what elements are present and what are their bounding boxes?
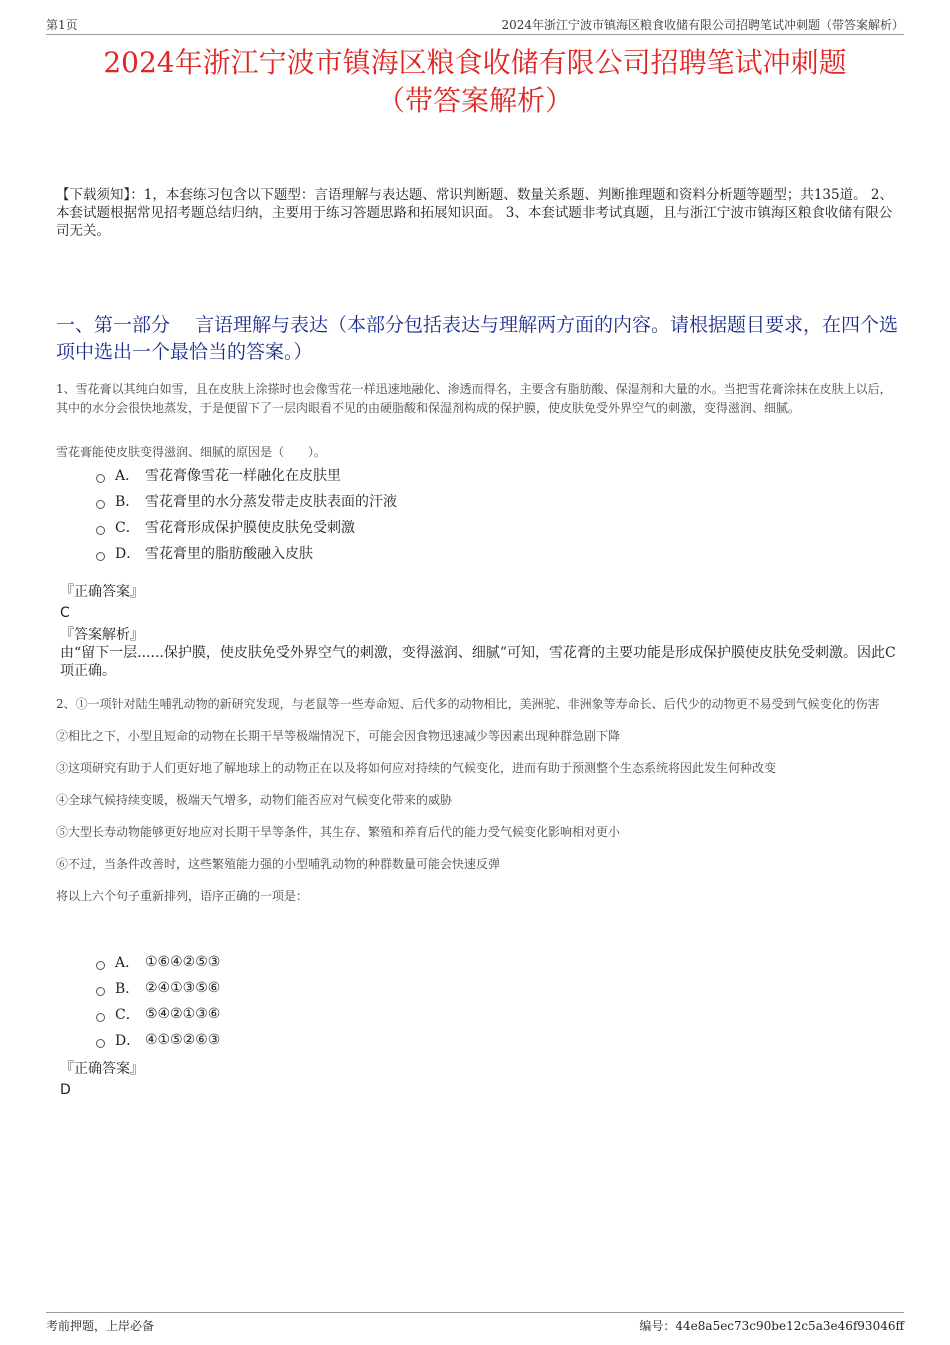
q2-line: ⑤大型长寿动物能够更好地应对长期干旱等条件，其生存、繁殖和养育后代的能力受气候变化影响相对更小 [56, 825, 621, 839]
analysis-text: 由“留下一层......保护膜，使皮肤免受外界空气的刺激，变得滋润、细腻”可知，雪花膏的主要功能是形成保护膜使皮肤免受刺激。因此C项正确。 [60, 645, 896, 679]
q2-line: ④全球气候持续变暖，极端天气增多，动物们能否应对气候变化带来的威胁 [56, 793, 453, 807]
question-1-stem: 1、雪花膏以其纯白如雪，且在皮肤上涂搽时也会像雪花一样迅速地融化、渗透而得名，主要含有脂肪酸、保湿剂和大量的水。当把雪花膏涂抹在皮肤上以后，其中的水分会很快地蒸发，于是便留下了一层肉眼看不见的由硬脂酸和保湿剂构成的保护膜，使皮肤免受外界空气的刺激，变得滋润、细腻。 [56, 382, 892, 415]
question-2-options [96, 949, 220, 1053]
q2-option-a[interactable]: A． ①⑥④②⑤③ [96, 949, 220, 975]
radio-icon[interactable] [96, 526, 105, 535]
question-1-options [96, 462, 397, 566]
answer-value: C [60, 605, 70, 621]
q2-line: 将以上六个句子重新排列，语序正确的一项是： [56, 889, 309, 903]
title-line-1: 2024年浙江宁波市镇海区粮食收储有限公司招聘笔试冲刺题 [103, 46, 847, 79]
answer-value: D [60, 1082, 71, 1098]
page-number: 第1页 [46, 18, 78, 32]
header-doc-title: 2024年浙江宁波市镇海区粮食收储有限公司招聘笔试冲刺题（带答案解析） [501, 18, 904, 32]
page-title [40, 44, 910, 120]
page-header [46, 16, 904, 35]
radio-icon[interactable] [96, 552, 105, 561]
question-1-answer [60, 583, 898, 680]
title-line-2: （带答案解析） [376, 84, 573, 117]
radio-icon[interactable] [96, 961, 105, 970]
download-notice: 【下载须知】：1，本套练习包含以下题型：言语理解与表达题、常识判断题、数量关系题、判断推理题和资料分析题等题型；共135道。 2、本套试题根据常见招考题总结归纳，主要用于练习答题思路和拓展知识面。 3、本套试题非考试真题，且与浙江宁波市镇海区粮食收储有限公司无关。 [56, 187, 893, 239]
question-1-prompt: 雪花膏能使皮肤变得滋润、细腻的原因是（ ）。 [56, 445, 327, 459]
radio-icon[interactable] [96, 1013, 105, 1022]
answer-label: 『正确答案』 [60, 584, 144, 600]
q2-line: 2、①一项针对陆生哺乳动物的新研究发现，与老鼠等一些寿命短、后代多的动物相比，美洲驼、非洲象等寿命长、后代少的动物更不易受到气候变化的伤害 [56, 697, 880, 711]
question-2-answer [60, 1060, 898, 1099]
radio-icon[interactable] [96, 500, 105, 509]
q2-option-d[interactable]: D． ④①⑤②⑥③ [96, 1027, 220, 1053]
q1-option-d[interactable]: D． 雪花膏里的脂肪酸融入皮肤 [96, 540, 397, 566]
q1-option-b[interactable]: B． 雪花膏里的水分蒸发带走皮肤表面的汗液 [96, 488, 397, 514]
q2-line: ③这项研究有助于人们更好地了解地球上的动物正在以及将如何应对持续的气候变化，进而有助于预测整个生态系统将因此发生何种改变 [56, 761, 777, 775]
footer-slogan: 考前押题，上岸必备 [46, 1319, 155, 1333]
analysis-label: 『答案解析』 [60, 627, 144, 643]
q1-option-a[interactable]: A． 雪花膏像雪花一样融化在皮肤里 [96, 462, 397, 488]
question-2-body [56, 695, 898, 919]
q2-line: ⑥不过，当条件改善时，这些繁殖能力强的小型哺乳动物的种群数量可能会快速反弹 [56, 857, 501, 871]
q2-option-b[interactable]: B． ②④①③⑤⑥ [96, 975, 220, 1001]
radio-icon[interactable] [96, 1039, 105, 1048]
q2-line: ②相比之下，小型且短命的动物在长期干旱等极端情况下，可能会因食物迅速减少等因素出现种群急剧下降 [56, 729, 621, 743]
radio-icon[interactable] [96, 987, 105, 996]
radio-icon[interactable] [96, 474, 105, 483]
answer-label: 『正确答案』 [60, 1061, 144, 1077]
section-heading: 一、第一部分 言语理解与表达（本部分包括表达与理解两方面的内容。请根据题目要求，在四个选项中选出一个最恰当的答案。） [56, 314, 899, 363]
q1-option-c[interactable]: C． 雪花膏形成保护膜使皮肤免受刺激 [96, 514, 397, 540]
footer-doc-id: 编号：44e8a5ec73c90be12c5a3e46f93046ff [639, 1319, 904, 1333]
page-footer [46, 1312, 904, 1335]
q2-option-c[interactable]: C． ⑤④②①③⑥ [96, 1001, 220, 1027]
